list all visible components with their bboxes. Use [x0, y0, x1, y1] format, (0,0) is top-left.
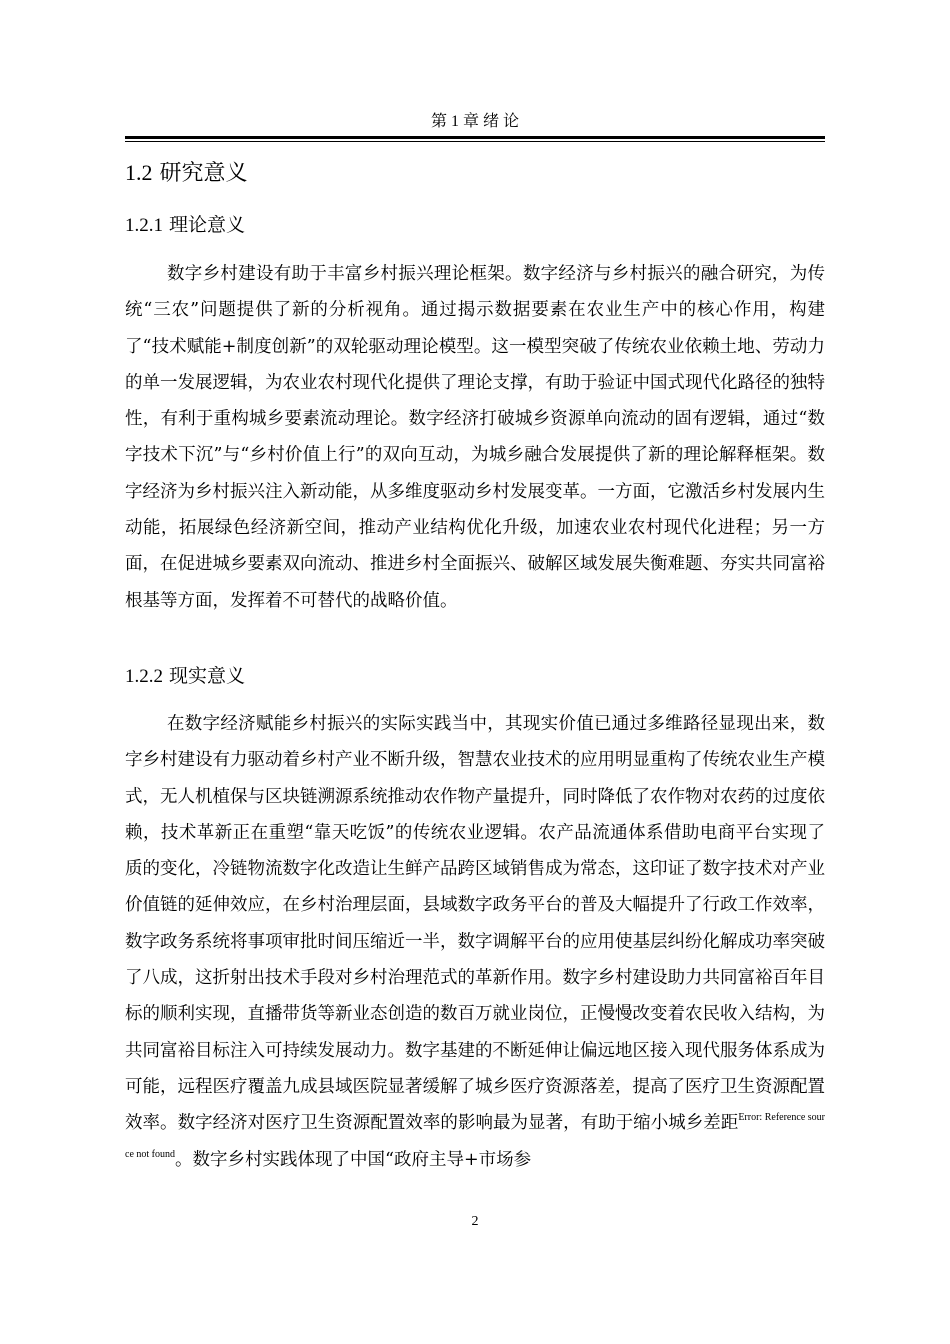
section-number: 1.2: [125, 160, 153, 185]
subsection-number: 1.2.1: [125, 215, 163, 236]
paragraph-text: 在数字经济赋能乡村振兴的实际实践当中，其现实价值已通过多维路径显现出来，数字乡村建设有力驱动着乡村产业不断升级，智慧农业技术的应用明显重构了传统农业生产模式，无人机植保与区块链溯源系统推动农作物产量提升，同时降低了农作物对农药的过度依赖，技术革新正在重塑“靠天吃饭”的传统农业逻辑。农产品流通体系借助电商平台实现了质的变化，冷链物流数字化改造让生鲜产品跨区域销售成为常态，这印证了数字技术对产业价值链的延伸效应，在乡村治理层面，县域数字政务平台的普及大幅提升了行政工作效率，数字政务系统将事项审批时间压缩近一半，数字调解平台的应用使基层纠纷化解成功率突破了八成，这折射出技术手段对乡村治理范式的革新作用。数字乡村建设助力共同富裕百年目标的顺利实现，直播带货等新业态创造的数百万就业岗位，正慢慢改变着农民收入结构，为共同富裕目标注入可持续发展动力。数字基建的不断延伸让偏远地区接入现代服务体系成为可能，远程医疗覆盖九成县域医院显著缓解了城乡医疗资源落差，提高了医疗卫生资源配置效率。数字经济对医疗卫生资源配置效率的影响最为显著，有助于缩小城乡差距: [125, 714, 825, 1134]
reference-error-note: Error: Reference source not found: [125, 1112, 825, 1160]
paragraph-practice: [125, 706, 825, 1178]
header-rule-thin: [125, 141, 825, 142]
paragraph-text-continued: 。数字乡村实践体现了中国“政府主导+市场参: [175, 1149, 532, 1170]
section-heading: [125, 158, 248, 189]
subsection-heading-theory: [125, 211, 245, 240]
header-rule-thick: [125, 136, 825, 139]
paragraph-theory: 数字乡村建设有助于丰富乡村振兴理论框架。数字经济与乡村振兴的融合研究，为传统“三农”问题提供了新的分析视角。通过揭示数据要素在农业生产中的核心作用，构建了“技术赋能+制度创新”的双轮驱动理论模型。这一模型突破了传统农业依赖土地、劳动力的单一发展逻辑，为农业农村现代化提供了理论支撑，有助于验证中国式现代化路径的独特性，有利于重构城乡要素流动理论。数字经济打破城乡资源单向流动的固有逻辑，通过“数字技术下沉”与“乡村价值上行”的双向互动，为城乡融合发展提供了新的理论解释框架。数字经济为乡村振兴注入新动能，从多维度驱动乡村发展变革。一方面，它激活乡村发展内生动能，拓展绿色经济新空间，推动产业结构优化升级，加速农业农村现代化进程；另一方面，在促进城乡要素双向流动、推进乡村全面振兴、破解区域发展失衡难题、夯实共同富裕根基等方面，发挥着不可替代的战略价值。: [125, 264, 825, 611]
subsection-title: 现实意义: [169, 665, 246, 687]
running-header: 第 1 章 绪 论: [430, 113, 519, 130]
page-number: 2: [471, 1214, 479, 1229]
section-title: 研究意义: [159, 161, 248, 186]
subsection-title: 理论意义: [169, 214, 246, 236]
subsection-heading-practice: [125, 662, 245, 691]
subsection-number: 1.2.2: [125, 666, 163, 687]
